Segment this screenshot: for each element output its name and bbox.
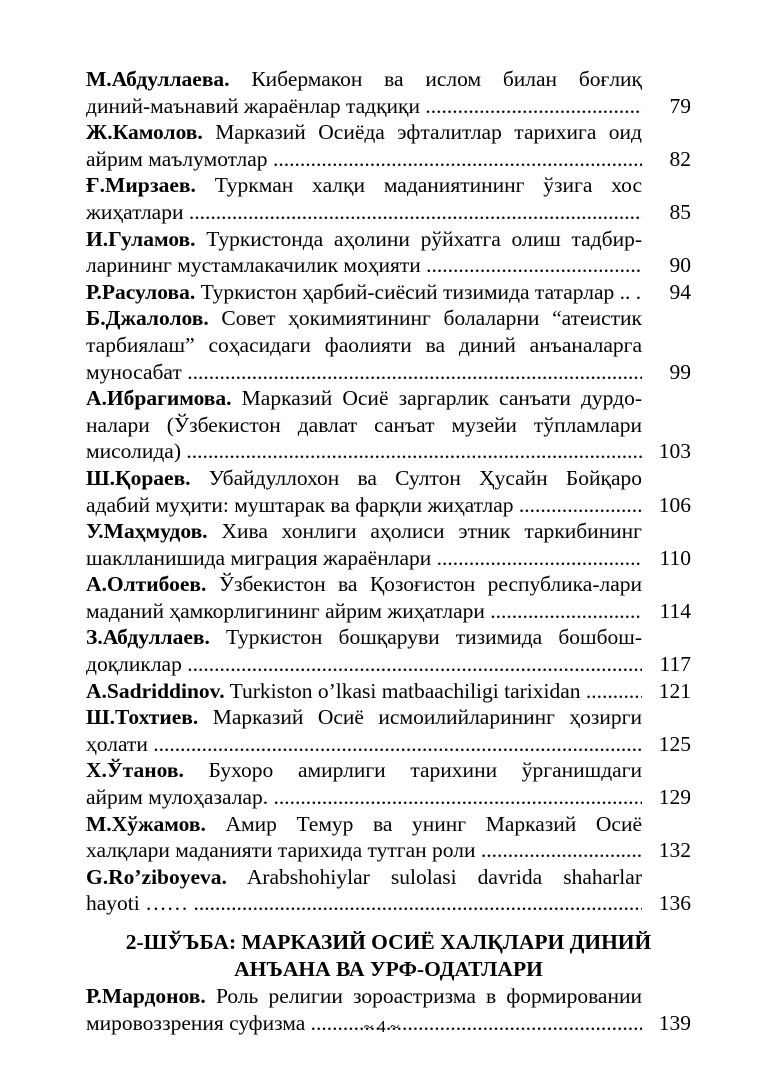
- toc-entry-title-last-text: шаклланишида миграция жараёнлари: [86, 545, 432, 570]
- toc-entry-title-last-line: [86, 359, 642, 386]
- toc-entry-title-line: Бухоро амирлиги тарихини ўрганишдаги: [208, 758, 643, 783]
- toc-entry-title-last-text: диний-маънавий жараёнлар тадқиқи: [86, 93, 421, 118]
- toc-entry-title-last-text: Turkiston o’lkasi matbaachiligi tarixidan: [229, 678, 581, 703]
- toc-entry: [86, 704, 691, 757]
- toc-entry-title-last-line: [86, 252, 642, 279]
- toc-entry-text: [86, 757, 642, 810]
- toc-entry-author: И.Гуламов.: [86, 226, 196, 251]
- toc-entry-page-number: 85: [669, 199, 691, 224]
- toc-entry-title-last-text: hayoti ……: [86, 891, 189, 916]
- toc-entry-title-last-text: халқлари маданияти тарихида тутган роли: [86, 838, 476, 863]
- toc-entry-title-last-text: доқликлар: [86, 652, 182, 677]
- toc-entry: [86, 66, 691, 119]
- toc-entries-list: [86, 66, 691, 917]
- toc-entry-title-last-line: [86, 438, 642, 465]
- toc-entry-title-last-line: [86, 545, 642, 572]
- toc-entry-page-number: 82: [669, 146, 691, 171]
- table-of-contents: [86, 66, 691, 1036]
- toc-entry-text: [86, 704, 642, 757]
- toc-entry-title-last-line: [86, 93, 642, 120]
- toc-entry-author: Б.Джалолов.: [86, 306, 209, 331]
- toc-entry-title-last-text: мировоззрения суфизма: [86, 1010, 306, 1035]
- toc-entry-author: А.Олтибоев.: [86, 572, 207, 597]
- toc-entry-title-last-text: Туркистон ҳарбий-сиёсий тизимида татарлар ..: [200, 279, 631, 304]
- toc-entry-title-last-text: жиҳатлари: [86, 199, 184, 224]
- toc-entry-title-line: Марказий Осиё исмоилийларининг ҳозирги: [212, 705, 642, 730]
- toc-entry: [86, 226, 691, 279]
- toc-entry-title-last-line: [86, 146, 642, 173]
- section-heading-line-1: 2-ШЎЪБА: МАРКАЗИЙ ОСИЁ ХАЛҚЛАРИ ДИНИЙ: [125, 930, 652, 954]
- toc-entry-page-number: 132: [658, 838, 691, 863]
- toc-entry-text: [86, 864, 642, 917]
- toc-entry-title-last-line: [86, 731, 642, 758]
- toc-entry-title-line: Марказий Осиёда эфталитлар тарихига оид: [215, 120, 642, 145]
- toc-entry: [86, 172, 691, 225]
- toc-entry: [86, 624, 691, 677]
- toc-entry-author: Ж.Камолов.: [86, 120, 203, 145]
- toc-entry-title-line: Туркистонда аҳолини рўйхатга олиш тадбир-: [206, 226, 642, 251]
- section-heading: [86, 929, 691, 983]
- toc-entry-title-line: Кибермакон ва ислом билан боғлиқ: [251, 67, 643, 91]
- toc-entry-page-number: 117: [659, 652, 691, 677]
- toc-entry-text: [86, 385, 642, 465]
- toc-entry: [86, 678, 691, 705]
- toc-entry-text: [86, 624, 642, 677]
- toc-entry-title-last-line: [86, 678, 642, 705]
- toc-entry-page-number: 110: [659, 545, 691, 570]
- toc-entry-page-number: 94: [669, 279, 691, 304]
- toc-entry-author: Ш.Тохтиев.: [86, 705, 199, 730]
- toc-entry-page-number: 79: [669, 93, 691, 118]
- toc-entry-page-number: 114: [659, 598, 691, 623]
- toc-entry: [86, 279, 691, 306]
- toc-entry-title-last-line: [86, 492, 642, 519]
- toc-entry-page-number: 121: [658, 678, 691, 703]
- toc-entry: [86, 465, 691, 518]
- section-heading-line-2: АНЪАНА ВА УРФ-ОДАТЛАРИ: [234, 957, 543, 981]
- toc-entry: [86, 757, 691, 810]
- toc-entry: [86, 864, 691, 917]
- toc-entry-text: [86, 465, 642, 518]
- toc-entry-title-line: налари (Ўзбекистон давлат санъат музейи тўпламлари: [86, 412, 642, 437]
- page-number: ~ 4 ~: [363, 1017, 400, 1036]
- toc-entry-text: [86, 66, 642, 119]
- toc-entry-text: [86, 811, 642, 864]
- toc-entry-title-last-line: [86, 598, 642, 625]
- toc-entry-title-last-text: маданий ҳамкорлигининг айрим жиҳатлари: [86, 598, 485, 623]
- toc-entry-text: [86, 571, 642, 624]
- toc-entry-title-last-text: адабий муҳити: муштарак ва фарқли жиҳатлар: [86, 492, 514, 517]
- toc-entry-title-line: Совет ҳокимиятининг болаларни “атеистик: [221, 306, 642, 331]
- toc-entry-text: [86, 226, 642, 279]
- toc-entry: [86, 305, 691, 385]
- toc-entry-title-last-line: [86, 279, 642, 306]
- toc-entry: [86, 571, 691, 624]
- toc-entry-title-last-text: ларининг мустамлакачилик моҳияти: [86, 253, 421, 278]
- toc-entry-title-last-text: айрим маълумотлар: [86, 146, 268, 171]
- toc-entry-text: [86, 678, 642, 705]
- toc-entry-title-last-text: мисолида): [86, 439, 181, 464]
- toc-entry-title-line: Амир Темур ва унинг Марказий Осиё: [225, 811, 643, 836]
- toc-entry-text: [86, 279, 642, 306]
- toc-entry-author: Ш.Қораев.: [86, 465, 191, 490]
- toc-entry-title-line: тарбиялаш” соҳасидаги фаолияти ва диний анъаналарга: [86, 332, 642, 357]
- toc-entry-title-last-line: [86, 651, 642, 678]
- toc-entry: [86, 119, 691, 172]
- toc-entry-title-last-line: [86, 199, 642, 226]
- toc-entry-title-line: Туркман халқи маданиятининг ўзига хос: [214, 173, 643, 198]
- toc-entry-title-line: Ўзбекистон ва Қозоғистон республика-лари: [218, 572, 643, 597]
- toc-entry-page-number: 99: [669, 359, 691, 384]
- toc-entry-page-number: 90: [669, 253, 691, 278]
- toc-entry-author: Х.Ўтанов.: [86, 758, 184, 783]
- toc-entry-title-line: Марказий Осиё заргарлик санъати дурдо-: [241, 386, 642, 411]
- toc-entry-author: G.Ro’ziboyeva.: [86, 864, 227, 889]
- toc-entry-author: М.Хўжамов.: [86, 811, 206, 836]
- toc-entry-title-last-text: айрим мулоҳазалар.: [86, 785, 269, 810]
- toc-entry-title-last-line: [86, 890, 642, 917]
- toc-entry: [86, 811, 691, 864]
- toc-entry-page-number: 125: [658, 731, 691, 756]
- toc-entry-page-number: 136: [658, 891, 691, 916]
- toc-entry-author: Р.Расулова.: [86, 279, 196, 304]
- toc-entry-page-number: 103: [658, 439, 691, 464]
- toc-entry-text: [86, 518, 642, 571]
- toc-entry-author: Ғ.Мирзаев.: [86, 173, 196, 198]
- toc-entry-page-number: 106: [658, 492, 691, 517]
- toc-entry-title-last-text: ҳолати: [86, 731, 148, 756]
- toc-entry-author: У.Маҳмудов.: [86, 519, 208, 544]
- toc-entry-author: A.Sadriddinov.: [86, 678, 225, 703]
- toc-entry: [86, 518, 691, 571]
- toc-entry-title-line: Туркистон бошқаруви тизимида бошбош-: [225, 625, 642, 650]
- toc-entry-title-line: Убайдуллохон ва Султон Ҳусайн Бойқаро: [208, 465, 643, 490]
- toc-entry-title-line: Хива хонлиги аҳолиси этник таркибининг: [221, 519, 642, 544]
- toc-entry-text: [86, 305, 642, 385]
- toc-entry-page-number: 129: [658, 785, 691, 810]
- toc-entry-author: Р.Мардонов.: [86, 984, 206, 1008]
- toc-entry-title-last-line: [86, 837, 642, 864]
- toc-entry-text: [86, 172, 642, 225]
- toc-entry-title-last-line: [86, 784, 642, 811]
- toc-entry-author: А.Ибрагимова.: [86, 386, 232, 411]
- toc-entry: [86, 385, 691, 465]
- toc-entry-title-line: Роль религии зороастризма в формировании: [215, 984, 642, 1008]
- toc-entry-title-last-text: муносабат: [86, 359, 182, 384]
- toc-entry-author: М.Абдуллаева.: [86, 67, 230, 91]
- toc-entry-author: З.Абдуллаев.: [86, 625, 210, 650]
- toc-entry-page-number: 139: [658, 1010, 691, 1035]
- toc-entry-title-line: Arabshohiylar sulolasi davrida shaharlar: [246, 864, 642, 889]
- toc-entry-text: [86, 119, 642, 172]
